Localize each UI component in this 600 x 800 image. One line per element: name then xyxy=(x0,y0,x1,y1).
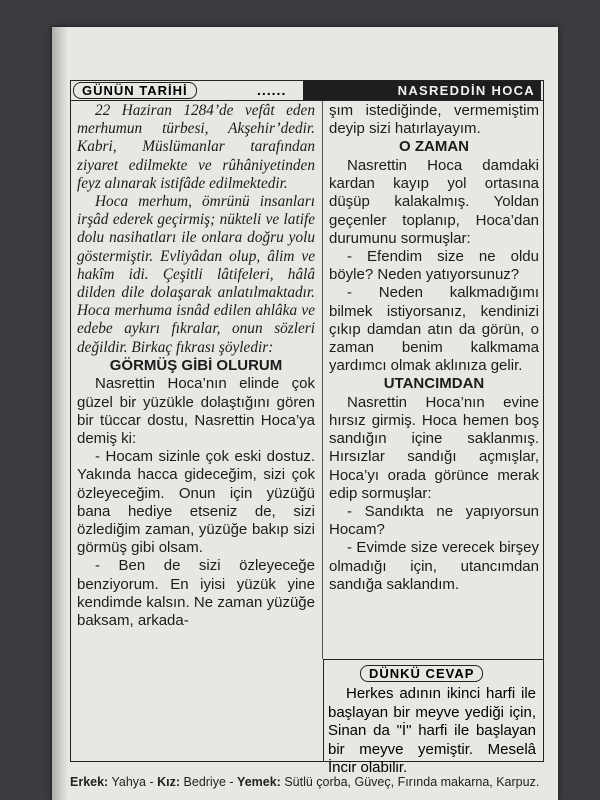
story-title: GÖRMÜŞ GİBİ OLURUM xyxy=(109,356,283,374)
section-tag: GÜNÜN TARİHİ xyxy=(73,82,197,99)
footer-line xyxy=(70,775,550,789)
header-dots: ...... xyxy=(257,82,287,98)
story-paragraph: - Hocam sizinle çok eski dostuz. Yakında hacca gideceğim, sizi çok özleyeceğim. Onun için yüzüğü bana hediye etseniz de, sizi özlediğim zaman, yüzüğe bakıp sizi görmüş gibi olsam. xyxy=(77,448,315,557)
kiz-value: Bedriye - xyxy=(183,775,234,789)
story-title: O ZAMAN xyxy=(399,138,469,156)
column-divider xyxy=(322,101,323,659)
story-paragraph: - Efendim size ne oldu böyle? Neden yatıyorsunuz? xyxy=(329,247,539,284)
story-paragraph: - Evimde size verecek birşey olmadığı için, utancımdan sandığa saklandım. xyxy=(329,539,539,593)
answer-box xyxy=(323,659,543,776)
column-header xyxy=(71,81,543,101)
story-paragraph: - Sandıkta ne yapıyorsun Hocam? xyxy=(329,503,539,539)
story-paragraph: Nasrettin Hoca damdaki kardan kayıp yol ortasına düşüp kalakalmış. Yoldan geçenler toplanıp, Hoca’dan durumunu sormuşlar: xyxy=(329,156,539,247)
column-frame xyxy=(70,80,544,776)
yemek-value: Sütlü çorba, Güveç, Fırında makarna, Karpuz. xyxy=(284,775,540,789)
kiz-label: Kız: xyxy=(157,775,181,789)
answer-tag: DÜNKÜ CEVAP xyxy=(360,665,483,682)
left-column xyxy=(77,102,315,630)
erkek-value: Yahya - xyxy=(111,775,154,789)
story-paragraph: - Neden kalkmadığımı bilmek istiyorsanız, kendinizi çıkıp damdan atın da görün, o zaman benim kalkmama yardımcı olmak aklınıza gelir. xyxy=(329,284,539,375)
newspaper-clipping xyxy=(52,27,558,800)
answer-text: Herkes adının ikinci harfi ile başlayan bir meyve yediği için, Sinan da "İ" harfi ile başlayan bir meyve yemiştir. Meselâ İncir olabilir. xyxy=(328,685,536,776)
story-paragraph: Nasrettin Hoca’nın elinde çok güzel bir yüzükle dolaştığını gören bir tüccar dostu, Nasrettin Hoca’ya demiş ki: xyxy=(77,375,315,447)
intro-paragraph: 22 Haziran 1284’de vefât eden merhumun türbesi, Akşehir’dedir. Kabri, Müslümanlar tarafından ziyaret edilmekte ve rûhâniyetinden feyz alınarak istifâde edilmektedir. xyxy=(77,102,315,192)
intro-paragraph: Hoca merhum, ömrünü insanları irşâd ederek geçirmiş; nükteli ve latife dolu nasihatları ile onlara doğru yolu göstermiştir. Evliyâdan olup, âlim ve hakîm idi. Çeşitli lâtifeleri, hâlâ dilden dile dolaşarak anlatılmaktadır. Hoca merhuma isnâd edilen ahlâka ve edebe aykırı fıkralar, onun sözleri değildir. Birkaç fıkrası şöyledir: xyxy=(77,193,315,356)
story-paragraph: Nasrettin Hoca’nın evine hırsız girmiş. Hoca hemen boş sandığın içine saklanmış. Hırsızlar sandığı açmışlar, Hoca’yı orada görünce merak edip sormuşlar: xyxy=(329,393,539,502)
header-title: NASREDDİN HOCA xyxy=(303,81,541,100)
right-column xyxy=(329,102,539,594)
story-paragraph: şım istediğinde, vermemiştim deyip sizi hatırlayayım. xyxy=(329,102,539,138)
story-title: UTANCIMDAN xyxy=(383,375,485,393)
story-paragraph: - Ben de sizi özleyeceğe benziyorum. En iyisi yüzük yine kendimde kalsın. Ne zaman yüzüğe baksam, arkada- xyxy=(77,557,315,629)
yemek-label: Yemek: xyxy=(237,775,281,789)
erkek-label: Erkek: xyxy=(70,775,109,789)
